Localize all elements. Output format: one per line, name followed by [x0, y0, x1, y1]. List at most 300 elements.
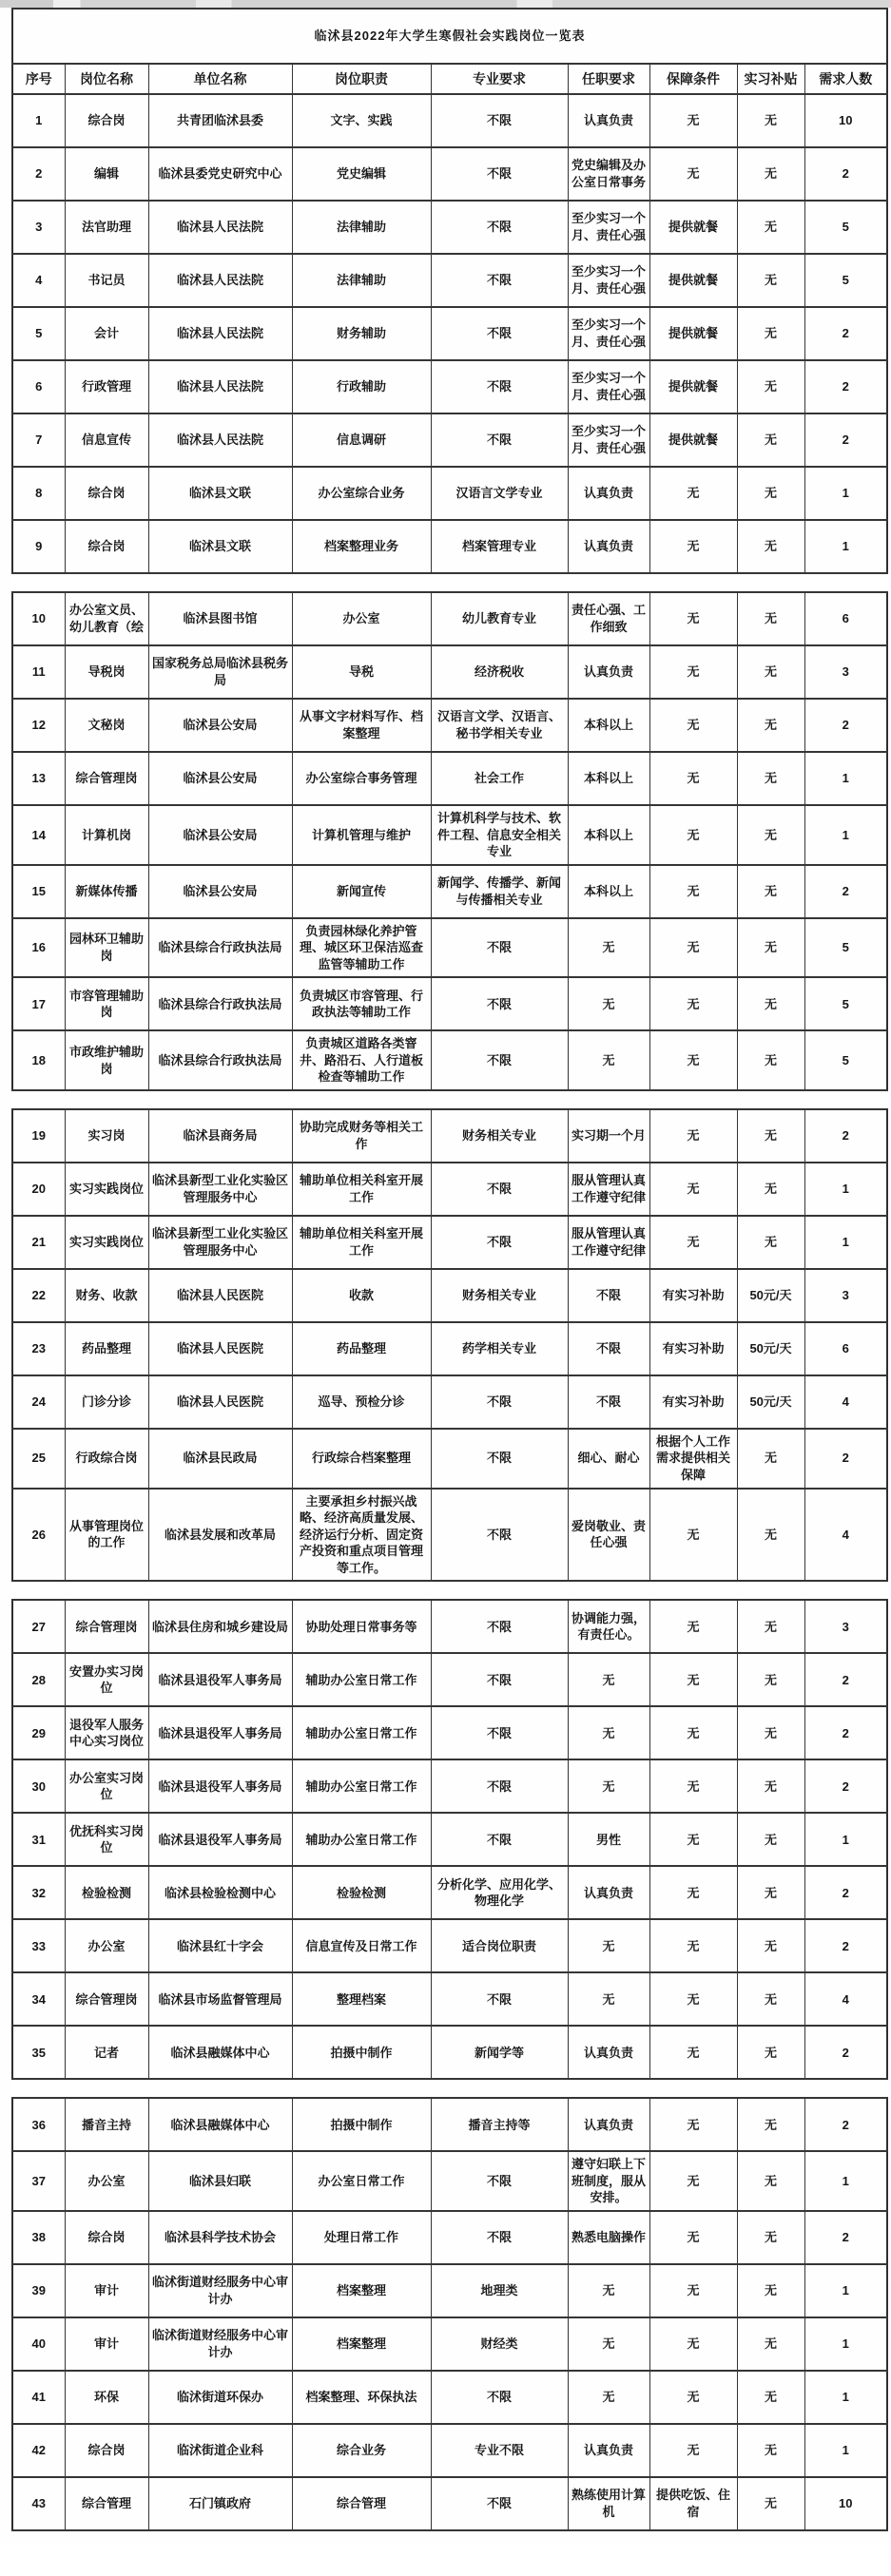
cell: 负责城区道路各类窨井、路沿石、人行道板检查等辅助工作 [292, 1030, 431, 1090]
cell: 无 [649, 865, 737, 918]
cell: 巡导、预检分诊 [292, 1375, 431, 1429]
cell: 播音主持等 [431, 2098, 568, 2151]
table-row [12, 307, 887, 360]
cell: 无 [737, 918, 804, 978]
cell: 临沭县新型工业化实验区管理服务中心 [148, 1163, 292, 1216]
cell: 无 [737, 592, 804, 645]
cell: 3 [804, 645, 887, 699]
cell: 2 [804, 2098, 887, 2151]
cell: 无 [737, 360, 804, 413]
cell: 记者 [65, 2026, 148, 2079]
cell: 播音主持 [65, 2098, 148, 2151]
table-row [12, 94, 887, 147]
cell: 24 [12, 1375, 65, 1429]
cell: 综合岗 [65, 467, 148, 520]
cell: 无 [737, 2151, 804, 2211]
cell: 档案整理、环保执法 [292, 2371, 431, 2424]
cell: 汉语言文学、汉语言、秘书学相关专业 [431, 699, 568, 752]
cell: 无 [568, 918, 649, 978]
cell: 35 [12, 2026, 65, 2079]
column-header: 序号 [12, 64, 65, 94]
cell: 临沭县图书馆 [148, 592, 292, 645]
cell: 无 [737, 1489, 804, 1582]
cell: 22 [12, 1269, 65, 1322]
cell: 不限 [568, 1269, 649, 1322]
cell: 无 [649, 977, 737, 1030]
cell: 20 [12, 1163, 65, 1216]
cell: 10 [12, 592, 65, 645]
cell: 无 [649, 1813, 737, 1866]
cell: 财务相关专业 [431, 1109, 568, 1163]
cell: 30 [12, 1759, 65, 1813]
cell: 办公室 [65, 2151, 148, 2211]
cell: 无 [649, 2371, 737, 2424]
cell: 综合管理 [65, 2477, 148, 2530]
cell: 协调能力强，有责任心。 [568, 1600, 649, 1653]
cell: 拍摄中制作 [292, 2026, 431, 2079]
cell: 50元/天 [737, 1375, 804, 1429]
cell: 综合管理岗 [65, 752, 148, 805]
cell: 文字、实践 [292, 94, 431, 147]
table-row [12, 1813, 887, 1866]
cell: 行政综合档案整理 [292, 1429, 431, 1489]
cell: 不限 [431, 413, 568, 467]
cell: 无 [649, 2151, 737, 2211]
cell: 处理日常工作 [292, 2211, 431, 2264]
cell: 31 [12, 1813, 65, 1866]
cell: 7 [12, 413, 65, 467]
cell: 计算机科学与技术、软件工程、信息安全相关专业 [431, 805, 568, 865]
cell: 2 [804, 2211, 887, 2264]
cell: 2 [12, 147, 65, 201]
cell: 3 [804, 1600, 887, 1653]
cell: 行政管理 [65, 360, 148, 413]
cell: 主要承担乡村振兴战略、经济高质量发展、经济运行分析、固定资产投资和重点项目管理等工作。 [292, 1489, 431, 1582]
cell: 临沭县住房和城乡建设局 [148, 1600, 292, 1653]
cell: 实习期一个月 [568, 1109, 649, 1163]
cell: 有实习补助 [649, 1322, 737, 1375]
cell: 无 [737, 254, 804, 307]
cell: 至少实习一个月、责任心强 [568, 307, 649, 360]
cell: 无 [737, 467, 804, 520]
cell: 33 [12, 1919, 65, 1972]
cell: 无 [737, 2477, 804, 2530]
cell: 拍摄中制作 [292, 2098, 431, 2151]
cell: 5 [804, 1030, 887, 1090]
cell: 无 [737, 805, 804, 865]
cell: 无 [649, 1216, 737, 1269]
cell: 临沭县公安局 [148, 699, 292, 752]
cell: 从事文字材料写作、档案整理 [292, 699, 431, 752]
cell: 临沭县退役军人事务局 [148, 1653, 292, 1706]
cell: 不限 [431, 1653, 568, 1706]
cell: 16 [12, 918, 65, 978]
cell: 新闻宣传 [292, 865, 431, 918]
cell: 50元/天 [737, 1322, 804, 1375]
cell: 提供就餐 [649, 413, 737, 467]
cell: 负责园林绿化养护管理、城区环卫保洁巡查监管等辅助工作 [292, 918, 431, 978]
cell: 分析化学、应用化学、物理化学 [431, 1866, 568, 1919]
cell: 社会工作 [431, 752, 568, 805]
cell: 5 [804, 918, 887, 978]
table-row [12, 2098, 887, 2151]
cell: 无 [649, 2317, 737, 2371]
cell: 行政辅助 [292, 360, 431, 413]
cell: 档案整理业务 [292, 520, 431, 573]
cell: 党史编辑及办公室日常事务 [568, 147, 649, 201]
cell: 综合管理岗 [65, 1972, 148, 2026]
cell: 不限 [431, 307, 568, 360]
cell: 综合岗 [65, 2211, 148, 2264]
cell: 1 [804, 2371, 887, 2424]
cell: 本科以上 [568, 752, 649, 805]
cell: 财经类 [431, 2317, 568, 2371]
cell: 10 [804, 2477, 887, 2530]
cell: 不限 [431, 2151, 568, 2211]
cell: 临沭县退役军人事务局 [148, 1706, 292, 1759]
table-row [12, 645, 887, 699]
cell: 共青团临沭县委 [148, 94, 292, 147]
cell: 1 [804, 467, 887, 520]
table-row [12, 805, 887, 865]
cell: 临沭县人民法院 [148, 360, 292, 413]
cell: 不限 [431, 254, 568, 307]
cell: 5 [804, 254, 887, 307]
cell: 检验检测 [65, 1866, 148, 1919]
column-header: 岗位职责 [292, 64, 431, 94]
cell: 信息宣传 [65, 413, 148, 467]
cell: 2 [804, 865, 887, 918]
cell: 市容管理辅助岗 [65, 977, 148, 1030]
cell: 2 [804, 1866, 887, 1919]
cell: 25 [12, 1429, 65, 1489]
cell: 无 [737, 413, 804, 467]
cell: 行政综合岗 [65, 1429, 148, 1489]
cell: 辅助办公室日常工作 [292, 1759, 431, 1813]
cell: 导税 [292, 645, 431, 699]
cell: 不限 [431, 977, 568, 1030]
cell: 认真负责 [568, 2026, 649, 2079]
cell: 无 [568, 1030, 649, 1090]
table-row [12, 2477, 887, 2530]
cell: 临沭县综合行政执法局 [148, 918, 292, 978]
cell: 40 [12, 2317, 65, 2371]
cell: 2 [804, 1919, 887, 1972]
cell: 8 [12, 467, 65, 520]
cell: 临沭县退役军人事务局 [148, 1813, 292, 1866]
cell: 临沭县人民医院 [148, 1375, 292, 1429]
cell: 14 [12, 805, 65, 865]
cell: 3 [804, 1269, 887, 1322]
table-row [12, 2151, 887, 2211]
cell: 汉语言文学专业 [431, 467, 568, 520]
cell: 1 [804, 2264, 887, 2317]
cell: 不限 [431, 1600, 568, 1653]
cell: 无 [737, 1706, 804, 1759]
table-row [12, 1919, 887, 1972]
cell: 18 [12, 1030, 65, 1090]
cell: 临沭县融媒体中心 [148, 2098, 292, 2151]
cell: 临沭县文联 [148, 467, 292, 520]
cell: 不限 [431, 1216, 568, 1269]
cell: 无 [737, 1163, 804, 1216]
cell: 无 [649, 1489, 737, 1582]
cell: 2 [804, 413, 887, 467]
cell: 整理档案 [292, 1972, 431, 2026]
cell: 计算机岗 [65, 805, 148, 865]
cell: 辅助单位相关科室开展工作 [292, 1163, 431, 1216]
cell: 法律辅助 [292, 254, 431, 307]
cell: 服从管理认真工作遵守纪律 [568, 1216, 649, 1269]
header-row [12, 64, 887, 94]
cell: 无 [737, 977, 804, 1030]
table-row [12, 2317, 887, 2371]
cell: 2 [804, 1706, 887, 1759]
cell: 无 [649, 2211, 737, 2264]
column-header: 单位名称 [148, 64, 292, 94]
cell: 9 [12, 520, 65, 573]
column-header: 保障条件 [649, 64, 737, 94]
cell: 无 [649, 1109, 737, 1163]
cell: 综合管理岗 [65, 1600, 148, 1653]
cell: 无 [568, 1919, 649, 1972]
cell: 责任心强、工作细致 [568, 592, 649, 645]
cell: 认真负责 [568, 1866, 649, 1919]
cell: 12 [12, 699, 65, 752]
cell: 认真负责 [568, 94, 649, 147]
cell: 无 [568, 977, 649, 1030]
cell: 无 [737, 2264, 804, 2317]
cell: 不限 [431, 1706, 568, 1759]
cell: 办公室综合事务管理 [292, 752, 431, 805]
cell: 32 [12, 1866, 65, 1919]
table-row [12, 413, 887, 467]
table-row [12, 1600, 887, 1653]
table-row [12, 520, 887, 573]
cell: 地理类 [431, 2264, 568, 2317]
cell: 2 [804, 360, 887, 413]
page-title: 临沭县2022年大学生寒假社会实践岗位一览表 [12, 9, 887, 64]
cell: 无 [737, 2424, 804, 2477]
cell: 新闻学等 [431, 2026, 568, 2079]
cell: 文秘岗 [65, 699, 148, 752]
cell: 无 [568, 1706, 649, 1759]
cell: 39 [12, 2264, 65, 2317]
cell: 无 [649, 1919, 737, 1972]
cell: 编辑 [65, 147, 148, 201]
cell: 临沭县新型工业化实验区管理服务中心 [148, 1216, 292, 1269]
cell: 临沭县商务局 [148, 1109, 292, 1163]
cell: 临沭县委党史研究中心 [148, 147, 292, 201]
cell: 专业不限 [431, 2424, 568, 2477]
cell: 无 [649, 1653, 737, 1706]
cell: 经济税收 [431, 645, 568, 699]
cell: 临沭县红十字会 [148, 1919, 292, 1972]
cell: 认真负责 [568, 520, 649, 573]
cell: 15 [12, 865, 65, 918]
cell: 2 [804, 307, 887, 360]
cell: 无 [649, 752, 737, 805]
cell: 无 [568, 1759, 649, 1813]
cell: 爱岗敬业、责任心强 [568, 1489, 649, 1582]
title-row [12, 9, 887, 64]
table-section-4 [11, 1599, 888, 2080]
cell: 2 [804, 699, 887, 752]
table-row [12, 918, 887, 978]
cell: 2 [804, 1759, 887, 1813]
cell: 不限 [431, 1759, 568, 1813]
cell: 综合岗 [65, 520, 148, 573]
cell: 无 [737, 1030, 804, 1090]
cell: 药学相关专业 [431, 1322, 568, 1375]
cell: 28 [12, 1653, 65, 1706]
cell: 协助处理日常事务等 [292, 1600, 431, 1653]
cell: 新闻学、传播学、新闻与传播相关专业 [431, 865, 568, 918]
cell: 临沭街道环保办 [148, 2371, 292, 2424]
cell: 不限 [431, 2371, 568, 2424]
cell: 6 [804, 592, 887, 645]
cell: 临沭县科学技术协会 [148, 2211, 292, 2264]
cell: 认真负责 [568, 645, 649, 699]
cell: 石门镇政府 [148, 2477, 292, 2530]
cell: 1 [12, 94, 65, 147]
cell: 无 [649, 2098, 737, 2151]
table-row [12, 201, 887, 254]
cell: 实习岗 [65, 1109, 148, 1163]
cell: 临沭县文联 [148, 520, 292, 573]
column-header: 需求人数 [804, 64, 887, 94]
cell: 不限 [431, 918, 568, 978]
cell: 无 [737, 2026, 804, 2079]
cell: 临沭县公安局 [148, 805, 292, 865]
cell: 29 [12, 1706, 65, 1759]
table-section-1 [11, 8, 888, 574]
cell: 无 [649, 2264, 737, 2317]
cell: 辅助单位相关科室开展工作 [292, 1216, 431, 1269]
cell: 不限 [431, 94, 568, 147]
table-row [12, 1030, 887, 1090]
table-section-5 [11, 2097, 888, 2531]
page-break-gap [11, 574, 891, 591]
cell: 不限 [568, 1322, 649, 1375]
cell: 23 [12, 1322, 65, 1375]
cell: 法官助理 [65, 201, 148, 254]
cell: 辅助办公室日常工作 [292, 1653, 431, 1706]
table-row [12, 1375, 887, 1429]
table-row [12, 1429, 887, 1489]
cell: 无 [737, 307, 804, 360]
cell: 细心、耐心 [568, 1429, 649, 1489]
cell: 本科以上 [568, 699, 649, 752]
column-header: 岗位名称 [65, 64, 148, 94]
cell: 临沭县退役军人事务局 [148, 1759, 292, 1813]
cell: 至少实习一个月、责任心强 [568, 254, 649, 307]
cell: 无 [649, 147, 737, 201]
cell: 信息调研 [292, 413, 431, 467]
cell: 2 [804, 147, 887, 201]
cell: 无 [737, 1109, 804, 1163]
cell: 无 [737, 201, 804, 254]
cell: 无 [649, 94, 737, 147]
cell: 认真负责 [568, 2424, 649, 2477]
cell: 财务相关专业 [431, 1269, 568, 1322]
cell: 无 [737, 94, 804, 147]
cell: 2 [804, 1429, 887, 1489]
cell: 药品整理 [65, 1322, 148, 1375]
cell: 实习实践岗位 [65, 1216, 148, 1269]
cell: 服从管理认真工作遵守纪律 [568, 1163, 649, 1216]
cell: 无 [649, 1706, 737, 1759]
cell: 提供就餐 [649, 254, 737, 307]
cell: 无 [649, 2026, 737, 2079]
cell: 27 [12, 1600, 65, 1653]
cell: 无 [737, 1600, 804, 1653]
table-row [12, 1972, 887, 2026]
cell: 临沭县人民法院 [148, 201, 292, 254]
cell: 辅助办公室日常工作 [292, 1813, 431, 1866]
cell: 无 [649, 1759, 737, 1813]
cell: 提供就餐 [649, 201, 737, 254]
cell: 无 [649, 645, 737, 699]
table-row [12, 1269, 887, 1322]
table-row [12, 147, 887, 201]
cell: 临沭县综合行政执法局 [148, 977, 292, 1030]
cell: 不限 [568, 1375, 649, 1429]
cell: 无 [737, 1429, 804, 1489]
table-row [12, 752, 887, 805]
cell: 无 [737, 2211, 804, 2264]
cell: 2 [804, 1109, 887, 1163]
cell: 不限 [431, 1163, 568, 1216]
cell: 1 [804, 752, 887, 805]
cell: 临沭街道企业科 [148, 2424, 292, 2477]
cell: 办公室实习岗位 [65, 1759, 148, 1813]
cell: 检验检测 [292, 1866, 431, 1919]
page-break-gap [11, 1582, 891, 1599]
cell: 不限 [431, 1375, 568, 1429]
cell: 无 [737, 520, 804, 573]
cell: 临沭县综合行政执法局 [148, 1030, 292, 1090]
cell: 不限 [431, 2477, 568, 2530]
cell: 安置办实习岗位 [65, 1653, 148, 1706]
cell: 13 [12, 752, 65, 805]
cell: 无 [649, 467, 737, 520]
cell: 退役军人服务中心实习岗位 [65, 1706, 148, 1759]
cell: 信息宣传及日常工作 [292, 1919, 431, 1972]
table-row [12, 1489, 887, 1582]
cell: 不限 [431, 360, 568, 413]
cell: 临沭县公安局 [148, 752, 292, 805]
cell: 4 [12, 254, 65, 307]
cell: 37 [12, 2151, 65, 2211]
cell: 法律辅助 [292, 201, 431, 254]
cell: 无 [568, 1972, 649, 2026]
cell: 无 [737, 699, 804, 752]
cell: 无 [568, 1653, 649, 1706]
cell: 不限 [431, 1429, 568, 1489]
cell: 新媒体传播 [65, 865, 148, 918]
cell: 本科以上 [568, 805, 649, 865]
cell: 4 [804, 1972, 887, 2026]
table-row [12, 1759, 887, 1813]
cell: 临沭县人民医院 [148, 1322, 292, 1375]
screenshot-top-edge [0, 0, 891, 8]
cell: 无 [737, 2098, 804, 2151]
cell: 优抚科实习岗位 [65, 1813, 148, 1866]
cell: 无 [737, 1759, 804, 1813]
column-header: 专业要求 [431, 64, 568, 94]
cell: 档案整理 [292, 2317, 431, 2371]
